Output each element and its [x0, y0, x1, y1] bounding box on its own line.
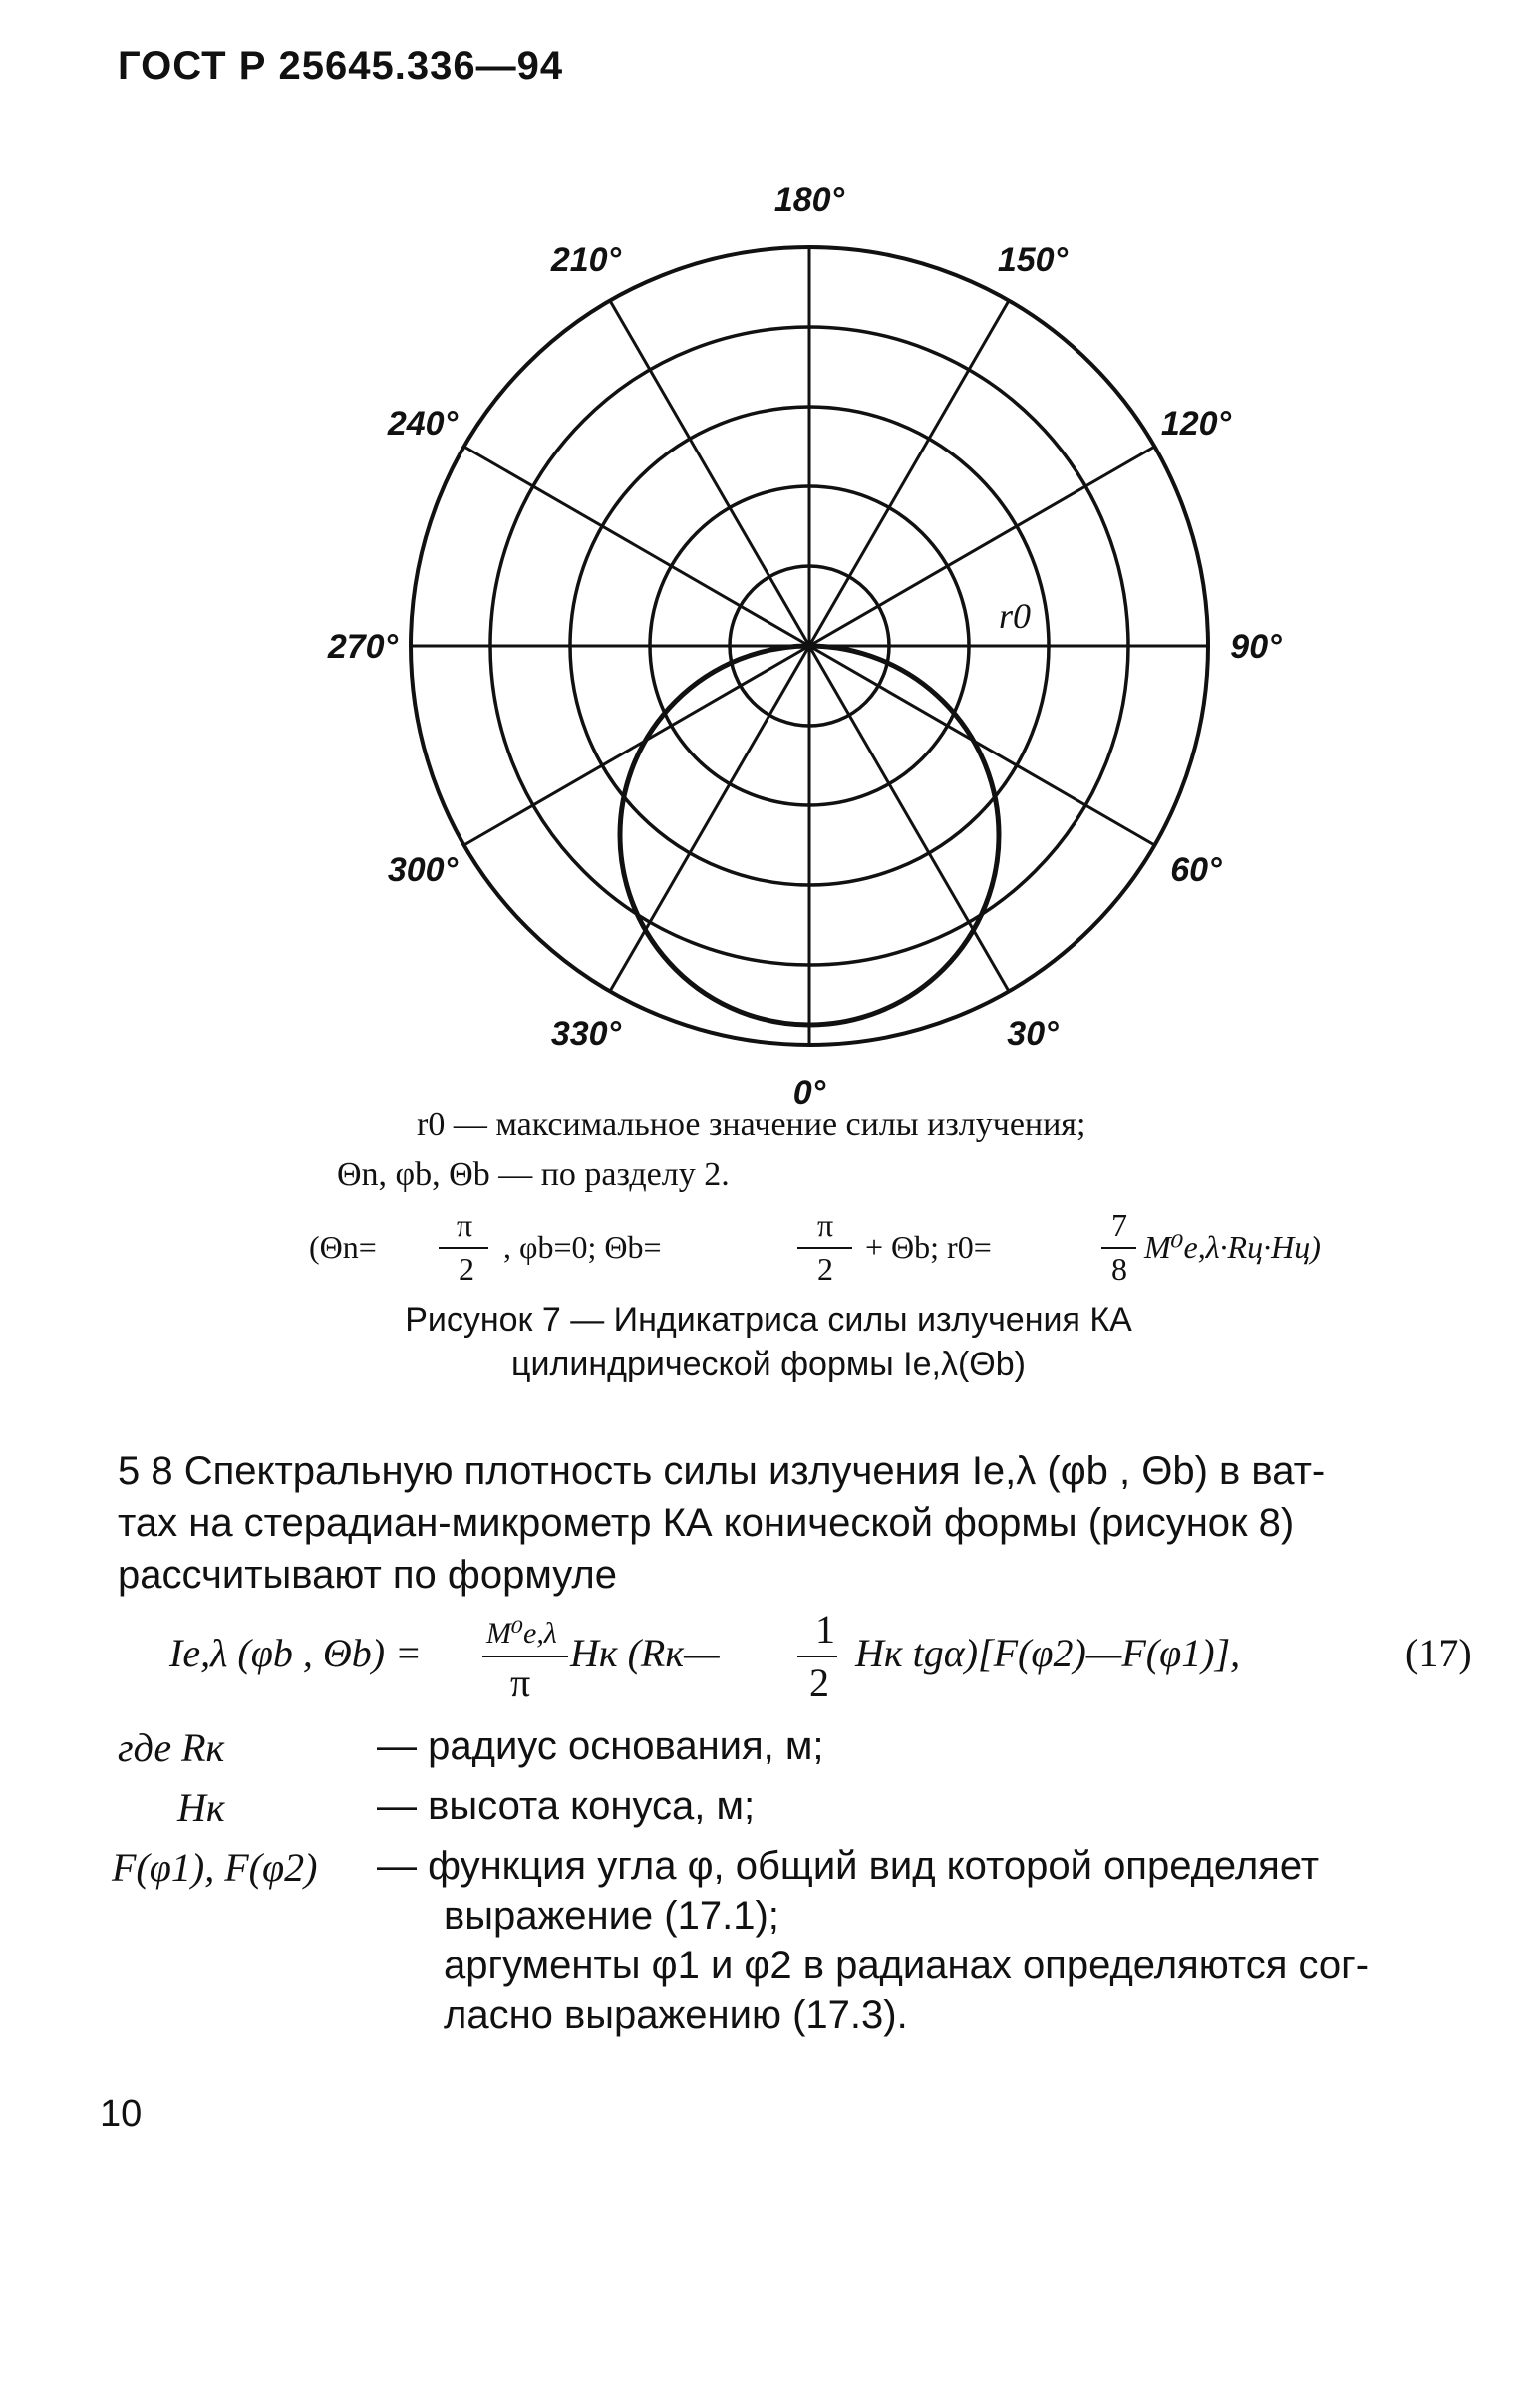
formula-tail: M⁰e,λ·Rц·Hц) — [1144, 1229, 1321, 1265]
polar-spoke — [610, 646, 809, 991]
equation-number: (17) — [1405, 1631, 1472, 1675]
figure-formula — [299, 1206, 1395, 1286]
equation-frac1-den: π — [510, 1660, 531, 1705]
paragraph-line-1: 5 8 Спектральную плотность силы излучения Ie,λ (φb , Θb) в ват- — [118, 1449, 1326, 1493]
polar-spoke — [809, 646, 1009, 991]
definition-text: аргументы φ1 и φ2 в радианах определяются сог- — [444, 1944, 1370, 1987]
angle-label: 150° — [997, 241, 1069, 280]
equation-frac1-num: M⁰e,λ — [486, 1617, 557, 1650]
definition-text: — радиус основания, м; — [377, 1724, 824, 1768]
definition-term: F(φ1), F(φ2) — [112, 1845, 318, 1890]
formula-mid2: + Θb; r0= — [865, 1229, 992, 1265]
formula-frac2-den: 2 — [817, 1251, 833, 1287]
radius-label: r0 — [999, 596, 1032, 636]
paragraph-line-3: рассчитывают по формуле — [118, 1553, 617, 1597]
formula-frac3-den: 8 — [1111, 1251, 1127, 1287]
figure-legend-line-1: r0 — максимальное значение силы излучения; — [417, 1106, 1086, 1143]
polar-spoke — [809, 646, 1154, 845]
formula-frac1-den: 2 — [459, 1251, 474, 1287]
polar-spoke — [809, 301, 1009, 646]
paragraph-line-2: тах на стерадиан-микрометр КА конической формы (рисунок 8) — [118, 1501, 1295, 1545]
formula-mid1: , φb=0; Θb= — [503, 1229, 662, 1265]
angle-label: 120° — [1160, 405, 1232, 443]
polar-spoke — [464, 646, 809, 845]
formula-frac1-num: π — [457, 1207, 473, 1243]
angle-label: 0° — [792, 1074, 826, 1112]
equation-rhs: Hк tgα)[F(φ2)—F(φ1)], — [855, 1631, 1241, 1675]
angle-label: 330° — [550, 1014, 622, 1053]
definition-term: где Rк — [118, 1725, 225, 1770]
equation-lhs: Ie,λ (φb , Θb) = — [169, 1631, 423, 1675]
angle-label: 240° — [387, 405, 459, 443]
page-number: 10 — [100, 2093, 143, 2135]
document-header: ГОСТ Р 25645.336—94 — [118, 44, 564, 88]
polar-diagram — [0, 150, 1537, 1112]
angle-label: 270° — [327, 628, 399, 666]
polar-spoke — [464, 447, 809, 646]
definition-text: — высота конуса, м; — [377, 1784, 756, 1828]
angle-label: 210° — [550, 241, 622, 280]
equation-mid: Hк (Rк— — [570, 1631, 720, 1675]
angle-label: 30° — [1007, 1014, 1059, 1053]
angle-label: 300° — [387, 851, 459, 889]
definition-text: — функция угла φ, общий вид которой определяет — [377, 1844, 1320, 1888]
definition-text: ласно выражению (17.3). — [444, 1993, 908, 2037]
angle-label: 180° — [773, 181, 845, 219]
angle-label: 60° — [1170, 851, 1222, 889]
figure-legend-line-2: Θn, φb, Θb — по разделу 2. — [337, 1156, 730, 1193]
polar-spoke — [610, 301, 809, 646]
figure-title-line-1: Рисунок 7 — Индикатриса силы излучения КА — [405, 1301, 1132, 1339]
definition-term: Hк — [177, 1785, 225, 1830]
angle-label: 90° — [1230, 628, 1282, 666]
formula-frac2-num: π — [817, 1207, 834, 1243]
equation-frac2-den: 2 — [809, 1660, 829, 1705]
polar-spoke — [809, 447, 1154, 646]
definition-text: выражение (17.1); — [444, 1894, 779, 1938]
equation-frac2-num: 1 — [815, 1607, 835, 1652]
formula-open: (Θn= — [309, 1229, 377, 1265]
equation-17 — [0, 1605, 1537, 1714]
formula-frac3-num: 7 — [1111, 1207, 1127, 1243]
figure-title-line-2: цилиндрической формы Ie,λ(Θb) — [511, 1346, 1026, 1383]
